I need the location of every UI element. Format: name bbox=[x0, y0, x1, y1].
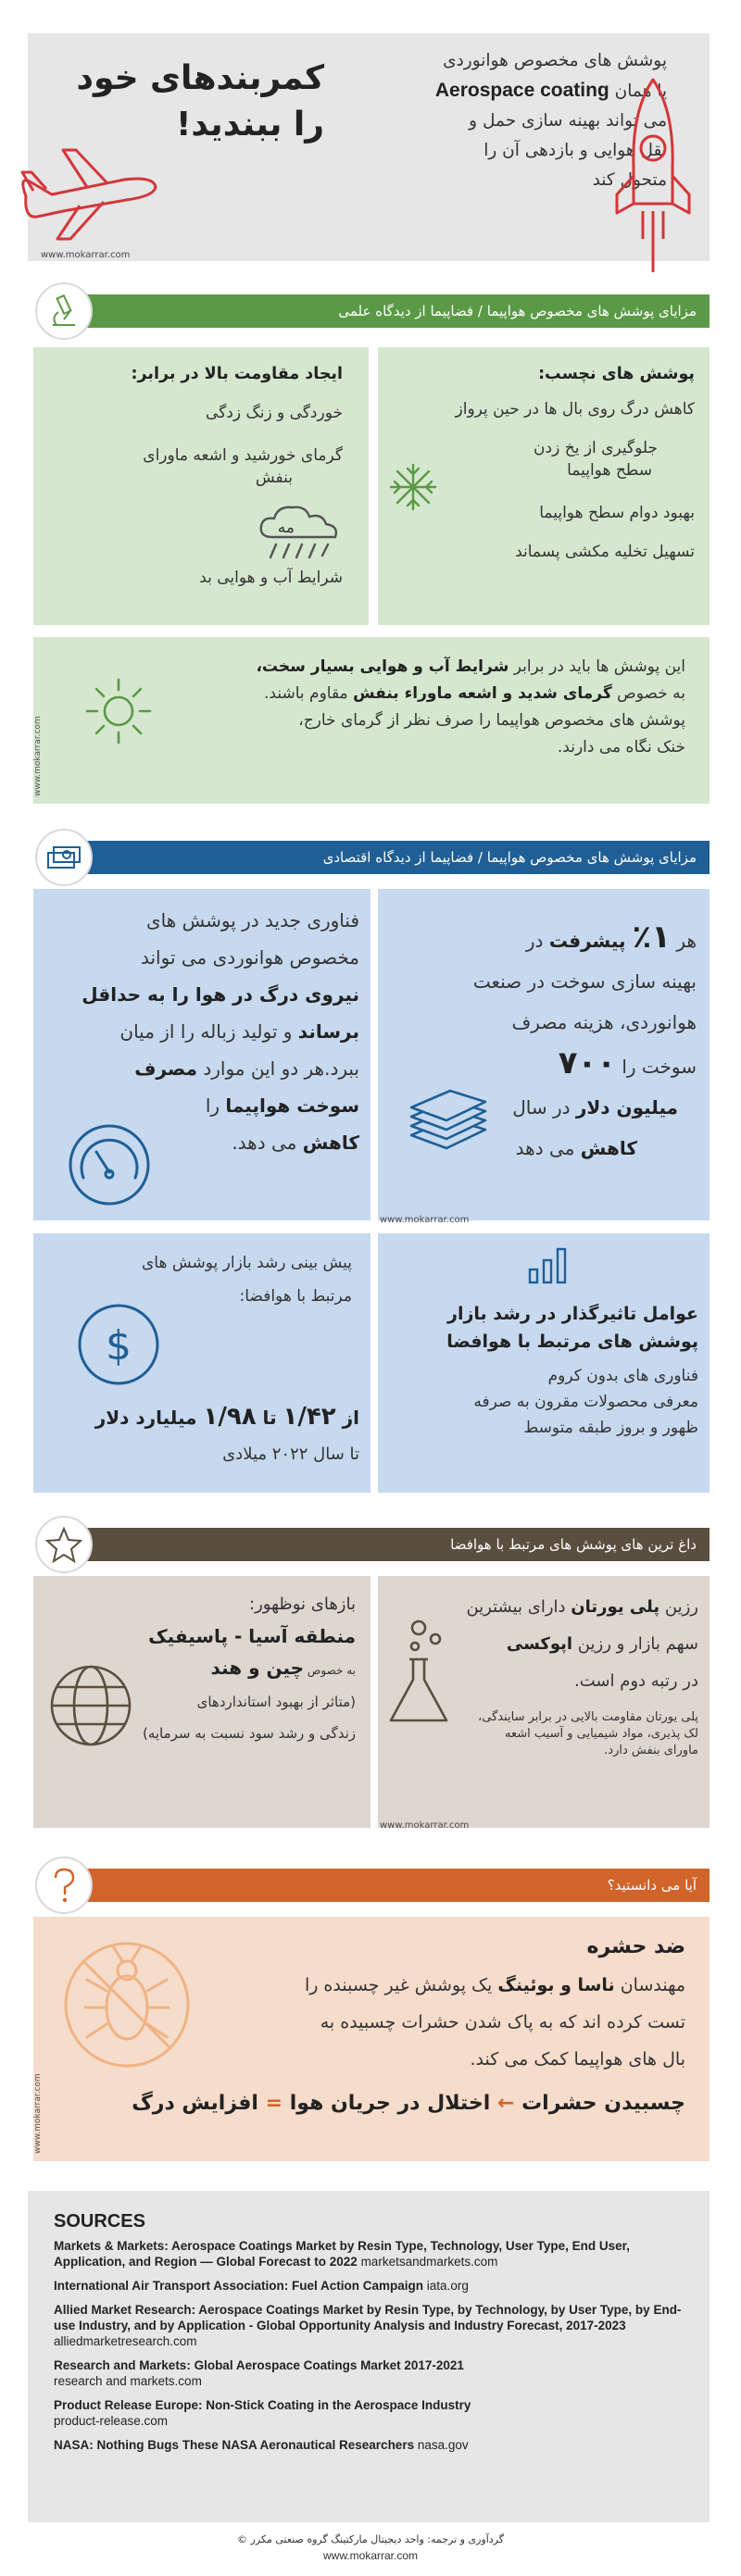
source-link[interactable]: marketsandmarkets.com bbox=[357, 2255, 498, 2269]
resin-line-3: در رتبه دوم است. bbox=[574, 1671, 698, 1691]
forecast-to: ۱/۹۸ bbox=[203, 1403, 257, 1431]
section4-icon-circle bbox=[35, 1857, 93, 1914]
resin-pre: رزین bbox=[659, 1597, 698, 1617]
tech-bold: مصرف bbox=[134, 1057, 197, 1080]
source-link[interactable]: product-release.com bbox=[54, 2414, 169, 2428]
note-pre: این پوشش ها باید در برابر bbox=[509, 657, 685, 676]
star-icon bbox=[45, 1526, 82, 1563]
source-item bbox=[54, 2397, 693, 2429]
note-line-3: پوشش های مخصوص هواپیما را صرف نظر از گرمای خارج، bbox=[298, 711, 685, 730]
section4-banner: آیا می دانستید؟ bbox=[65, 1869, 710, 1902]
source-item bbox=[54, 2238, 693, 2270]
intro-line-3: می تواند بهینه سازی حمل و bbox=[469, 111, 667, 131]
footer-url[interactable]: www.mokarrar.com bbox=[322, 2549, 419, 2562]
section2-url: www.mokarrar.com bbox=[380, 1215, 470, 1225]
source-link[interactable]: iata.org bbox=[423, 2279, 469, 2293]
forecast-line-4: تا سال ۲۰۲۲ میلادی bbox=[222, 1444, 359, 1464]
forecast-pre: از bbox=[335, 1407, 359, 1429]
airplane-icon bbox=[15, 139, 163, 245]
intro-pre: یا همان bbox=[609, 81, 667, 101]
resin-note: لک پذیری، مواد شیمیایی و آسیب اشعه bbox=[505, 1727, 698, 1741]
econ-line-4 bbox=[382, 1043, 697, 1087]
equation-term: چسبیدن حشرات bbox=[521, 2092, 685, 2115]
markets-note: زندگی و رشد سود نسبت به سرمایه) bbox=[142, 1725, 356, 1742]
factors-title-1: عوامل تاثیرگذار در رشد بازار bbox=[447, 1304, 698, 1324]
factor-item: معرفی محصولات مقرون به صرفه bbox=[473, 1393, 698, 1411]
factor-item: فناوری های بدون کروم bbox=[547, 1367, 698, 1385]
intro-line-1: پوشش های مخصوص هوانوردی bbox=[443, 51, 667, 70]
right-item: جلوگیری از یخ زدن bbox=[534, 439, 658, 457]
section1-banner: مزایای پوشش های مخصوص هواپیما / فضاپیما از دیدگاه علمی bbox=[65, 294, 710, 328]
sources-list bbox=[54, 2211, 693, 2453]
section1-icon-circle bbox=[35, 282, 93, 340]
note-line-1 bbox=[185, 654, 685, 681]
fact-equation bbox=[74, 2085, 685, 2122]
header-title bbox=[37, 56, 324, 148]
fact-line-1 bbox=[74, 1967, 685, 2004]
source-title: International Air Transport Association: Fuel Action Campaign bbox=[54, 2279, 424, 2293]
markets-title: بازهای نوظهور: bbox=[249, 1594, 356, 1614]
gauge-icon bbox=[65, 1120, 154, 1209]
svg-text:$: $ bbox=[106, 1322, 132, 1369]
econ-bold: میلیون دلار bbox=[575, 1096, 678, 1119]
intro-english-term: Aerospace coating bbox=[434, 80, 609, 101]
snowflake-icon bbox=[387, 461, 439, 513]
right-title: پوشش های نچسب: bbox=[538, 365, 695, 383]
money-bills-icon bbox=[46, 844, 82, 871]
source-link[interactable]: nasa.gov bbox=[414, 2438, 469, 2452]
fact-title: ضد حشره bbox=[586, 1935, 685, 1958]
arrow-icon: ← bbox=[496, 2092, 515, 2115]
source-link[interactable]: alliedmarketresearch.com bbox=[54, 2334, 197, 2348]
tech-bold: برساند bbox=[297, 1020, 359, 1043]
right-item: تسهیل تخلیه مکشی پسماند bbox=[515, 543, 695, 561]
econ-big-number: ۱٪ bbox=[632, 919, 672, 956]
rocket-icon bbox=[611, 74, 695, 278]
tech-line-6 bbox=[41, 1087, 359, 1124]
tech-pre: ببرد.هر دو این موارد bbox=[197, 1057, 359, 1080]
fact-line-3: بال های هواپیما کمک می کند. bbox=[470, 2049, 685, 2070]
markets-pre: به خصوص bbox=[304, 1664, 356, 1677]
source-item bbox=[54, 2302, 693, 2349]
markets-bold: چین و هند bbox=[210, 1657, 305, 1679]
forecast-line-2: مرتبط با هوافضا: bbox=[239, 1287, 352, 1306]
source-title: Allied Market Research: Aerospace Coatings Market by Resin Type, by Technology, by User Type, by End-use Industry, and by Application - Global Opportunity Analysis and Industry Forecast, 2017-2023 bbox=[54, 2303, 682, 2332]
note-line-4: خنک نگاه می دارند. bbox=[557, 738, 685, 757]
intro-line-4: نقل هوایی و بازدهی آن را bbox=[484, 141, 667, 160]
source-title: Product Release Europe: Non-Stick Coating in the Aerospace Industry bbox=[54, 2398, 471, 2412]
sources-title: SOURCES bbox=[54, 2211, 145, 2232]
resin-pre: سهم بازار و رزین bbox=[572, 1634, 698, 1654]
dollar-icon bbox=[74, 1300, 163, 1389]
left-item: شرایط آب و هوایی بد bbox=[199, 569, 343, 587]
section2-icon-circle bbox=[35, 829, 93, 886]
tech-bold: کاهش bbox=[302, 1132, 359, 1154]
footer-credit: گردآوری و ترجمه: واحد دیجیتال مارکتینگ گروه صنعتی مکرر © bbox=[237, 2533, 504, 2545]
source-item bbox=[54, 2437, 693, 2453]
note-bold: شرایط آب و هوایی بسیار سخت، bbox=[256, 657, 509, 676]
forecast-mid: تا bbox=[256, 1407, 283, 1429]
fact-post: یک پوشش غیر چسبنده را bbox=[304, 1975, 498, 1995]
note-bold: گرمای شدید و اشعه ماوراء بنفش bbox=[353, 684, 612, 703]
section2-banner: مزایای پوشش های مخصوص هواپیما / فضاپیما از دیدگاه اقتصادی bbox=[65, 841, 710, 874]
source-title: Markets & Markets: Aerospace Coatings Market by Resin Type, Technology, User Type, End User, Application, and Region — Global Forecast to 2022 bbox=[54, 2239, 630, 2269]
econ-line-2: بهینه سازی سوخت در صنعت bbox=[472, 970, 697, 993]
source-link[interactable]: research and markets.com bbox=[54, 2374, 202, 2388]
econ-line-1 bbox=[382, 917, 697, 961]
fact-line-2: تست کرده اند که به پاک شدن حشرات چسبیده به bbox=[320, 2012, 685, 2032]
tech-line-5 bbox=[41, 1050, 359, 1087]
equals-sign: = bbox=[265, 2092, 283, 2115]
sun-icon bbox=[83, 676, 154, 746]
right-item: کاهش درگ روی بال ها در حین پرواز bbox=[455, 400, 695, 419]
forecast-line-3 bbox=[41, 1398, 359, 1436]
header-url: www.mokarrar.com bbox=[41, 250, 131, 260]
tech-post: می دهد. bbox=[232, 1132, 303, 1154]
money-stack-icon bbox=[406, 1082, 489, 1152]
tech-post: و تولید زباله را از میان bbox=[119, 1020, 298, 1043]
section1-url: www.mokarrar.com bbox=[33, 716, 43, 796]
left-item: خوردگی و زنگ زدگی bbox=[206, 404, 343, 422]
econ-bold: کاهش bbox=[580, 1137, 637, 1159]
note-pre: به خصوص bbox=[611, 684, 685, 703]
section3-banner: داغ ترین های پوشش های مرتبط با هوافضا bbox=[65, 1528, 710, 1561]
left-title: ایجاد مقاومت بالا در برابر: bbox=[131, 365, 343, 383]
resin-note: پلی یورتان مقاومت بالایی در برابر سایندگی، bbox=[478, 1710, 698, 1724]
markets-note: (متاثر از بهبود استانداردهای bbox=[196, 1694, 356, 1710]
note-post: مقاوم باشند. bbox=[264, 684, 354, 703]
econ-pre: هر bbox=[671, 930, 697, 952]
factors-title-2: پوشش های مرتبط با هوافضا bbox=[446, 1332, 698, 1352]
rain-cloud-icon bbox=[256, 500, 345, 565]
forecast-from: ۱/۴۲ bbox=[283, 1403, 336, 1431]
resin-post: دارای بیشترین bbox=[466, 1597, 571, 1617]
bar-chart-icon bbox=[526, 1245, 569, 1286]
resin-note: ماورای بنفش دارد. bbox=[604, 1744, 698, 1757]
resin-bold: پلی یورتان bbox=[571, 1597, 660, 1617]
left-item: بنفش bbox=[255, 469, 293, 487]
flask-icon bbox=[382, 1619, 456, 1730]
source-item bbox=[54, 2278, 693, 2294]
section4-text bbox=[74, 1928, 685, 2122]
econ-bold: پیشرفت bbox=[548, 930, 633, 952]
econ-big-number: ۷۰۰ bbox=[558, 1044, 616, 1082]
tech-post: را bbox=[205, 1094, 226, 1117]
section1-note-text bbox=[185, 654, 685, 761]
source-item bbox=[54, 2357, 693, 2389]
source-title: Research and Markets: Global Aerospace Coatings Market 2017-2021 bbox=[54, 2358, 464, 2372]
microscope-icon bbox=[47, 294, 81, 329]
resin-bold: اپوکسی bbox=[506, 1634, 573, 1654]
right-item: بهبود دوام سطح هواپیما bbox=[539, 504, 695, 522]
tech-line-4 bbox=[41, 1013, 359, 1050]
econ-line-3: هوانوردی، هزینه مصرف bbox=[511, 1011, 697, 1033]
note-line-2 bbox=[185, 681, 685, 707]
tech-line-2: مخصوص هوانوردی می تواند bbox=[140, 946, 359, 969]
equation-term: افزایش درگ bbox=[132, 2092, 258, 2115]
forecast-unit: میلیارد دلار bbox=[94, 1407, 204, 1429]
footer bbox=[0, 2533, 741, 2562]
left-item: گرمای خورشید و اشعه ماورای bbox=[143, 446, 343, 465]
forecast-line-1: پیش بینی رشد بازار پوشش های bbox=[141, 1254, 352, 1272]
question-icon bbox=[50, 1867, 78, 1904]
econ-post: می دهد bbox=[515, 1137, 581, 1159]
right-item: سطح هواپیما bbox=[567, 461, 652, 480]
econ-post: در bbox=[525, 930, 549, 952]
section4-url: www.mokarrar.com bbox=[33, 2073, 43, 2154]
left-item: مه bbox=[277, 519, 295, 537]
factor-item: ظهور و بروز طبقه متوسط bbox=[523, 1419, 698, 1437]
globe-icon bbox=[48, 1663, 133, 1748]
fact-bold: ناسا و بوئینگ bbox=[497, 1975, 615, 1995]
fact-pre: مهندسان bbox=[614, 1975, 685, 1995]
section2-forecast-range bbox=[41, 1398, 359, 1473]
equation-term: اختلال در جریان هوا bbox=[289, 2092, 491, 2115]
section3-url: www.mokarrar.com bbox=[380, 1820, 470, 1831]
tech-line-3: نیروی درگ در هوا را به حداقل bbox=[82, 983, 359, 1006]
section2-factors-text bbox=[383, 1300, 698, 1441]
tech-bold: سوخت هواپیما bbox=[225, 1094, 359, 1117]
title-line-1: کمربندهای خود bbox=[76, 59, 324, 97]
section3-icon-circle bbox=[35, 1516, 93, 1573]
tech-line-1: فناوری جدید در پوشش های bbox=[145, 909, 359, 932]
econ-pre: سوخت را bbox=[615, 1056, 697, 1078]
econ-post: در سال bbox=[512, 1096, 576, 1119]
intro-line-5: متحول کند bbox=[592, 170, 667, 190]
source-title: NASA: Nothing Bugs These NASA Aeronautical Researchers bbox=[54, 2438, 415, 2452]
title-line-2: را ببندید! bbox=[175, 106, 324, 144]
markets-region: منطقه آسیا - پاسیفیک bbox=[148, 1625, 356, 1647]
